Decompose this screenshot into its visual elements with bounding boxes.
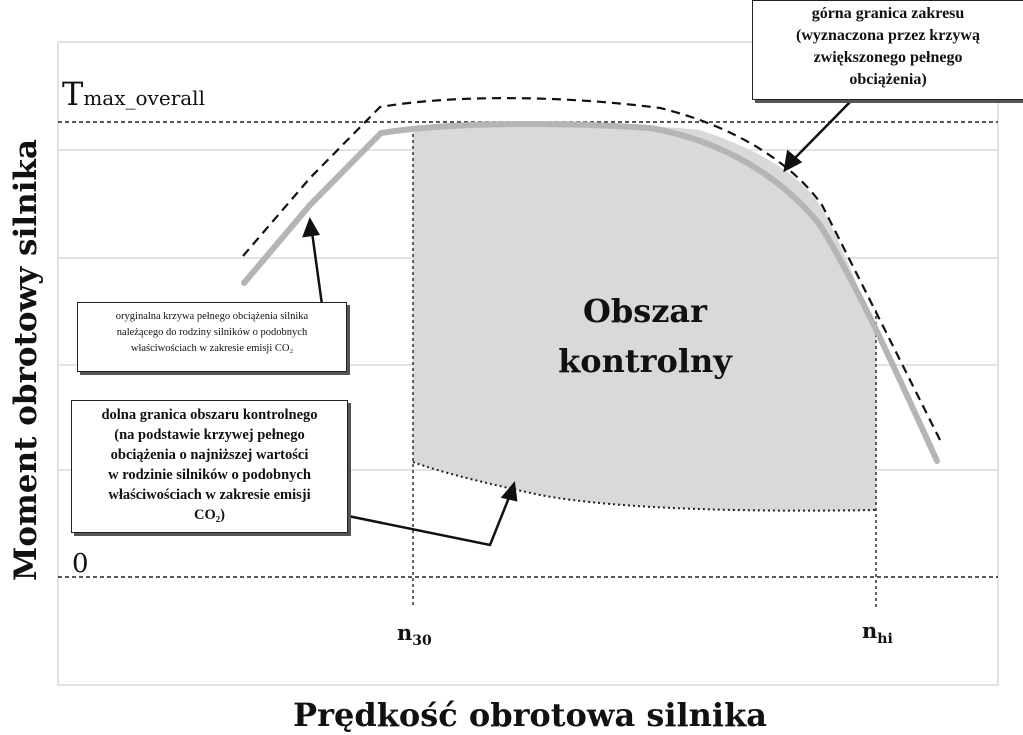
annotation-line: CO₂) (194, 507, 225, 523)
arrow-original-curve (304, 220, 323, 312)
region-label: Obszar (582, 292, 708, 330)
t-max-label: Tmax_overall (62, 75, 205, 113)
annotation-line: obciążenia) (849, 71, 927, 88)
annotation-line: obciążenia o najniższej wartości (110, 447, 309, 463)
zero-label: 0 (72, 549, 89, 579)
arrow-lower-bound (348, 484, 516, 545)
n30-label: $n_{30}$ (397, 620, 432, 649)
nhi-label: $n_{hi}$ (862, 618, 893, 647)
annotation-upper-bound (752, 0, 1023, 100)
annotation-line: (na podstawie krzywej pełnego (114, 427, 305, 443)
annotation-line: w rodzinie silników o podobnych (108, 467, 311, 483)
annotation-lower-bound (71, 400, 348, 533)
annotation-line: właściwościach w zakresie emisji (108, 487, 311, 503)
annotation-line: właściwościach w zakresie emisji CO₂ (130, 343, 294, 354)
annotation-original-curve (77, 302, 347, 372)
annotation-line: (wyznaczona przez krzywą (796, 27, 980, 44)
annotation-line: zwiększonego pełnego (813, 49, 963, 66)
annotation-line: oryginalna krzywa pełnego obciążenia silnika (115, 311, 309, 322)
region-label-2: kontrolny (558, 342, 732, 380)
x-axis-label: Prędkość obrotowa silnika (293, 696, 767, 734)
annotation-line: górna granica zakresu (811, 5, 965, 22)
y-axis-label: Moment obrotowy silnika (8, 139, 44, 581)
arrow-upper-bound (785, 100, 852, 170)
annotation-line: dolna granica obszaru kontrolnego (101, 407, 318, 423)
annotation-line: należącego do rodziny silników o podobnych (116, 327, 308, 338)
